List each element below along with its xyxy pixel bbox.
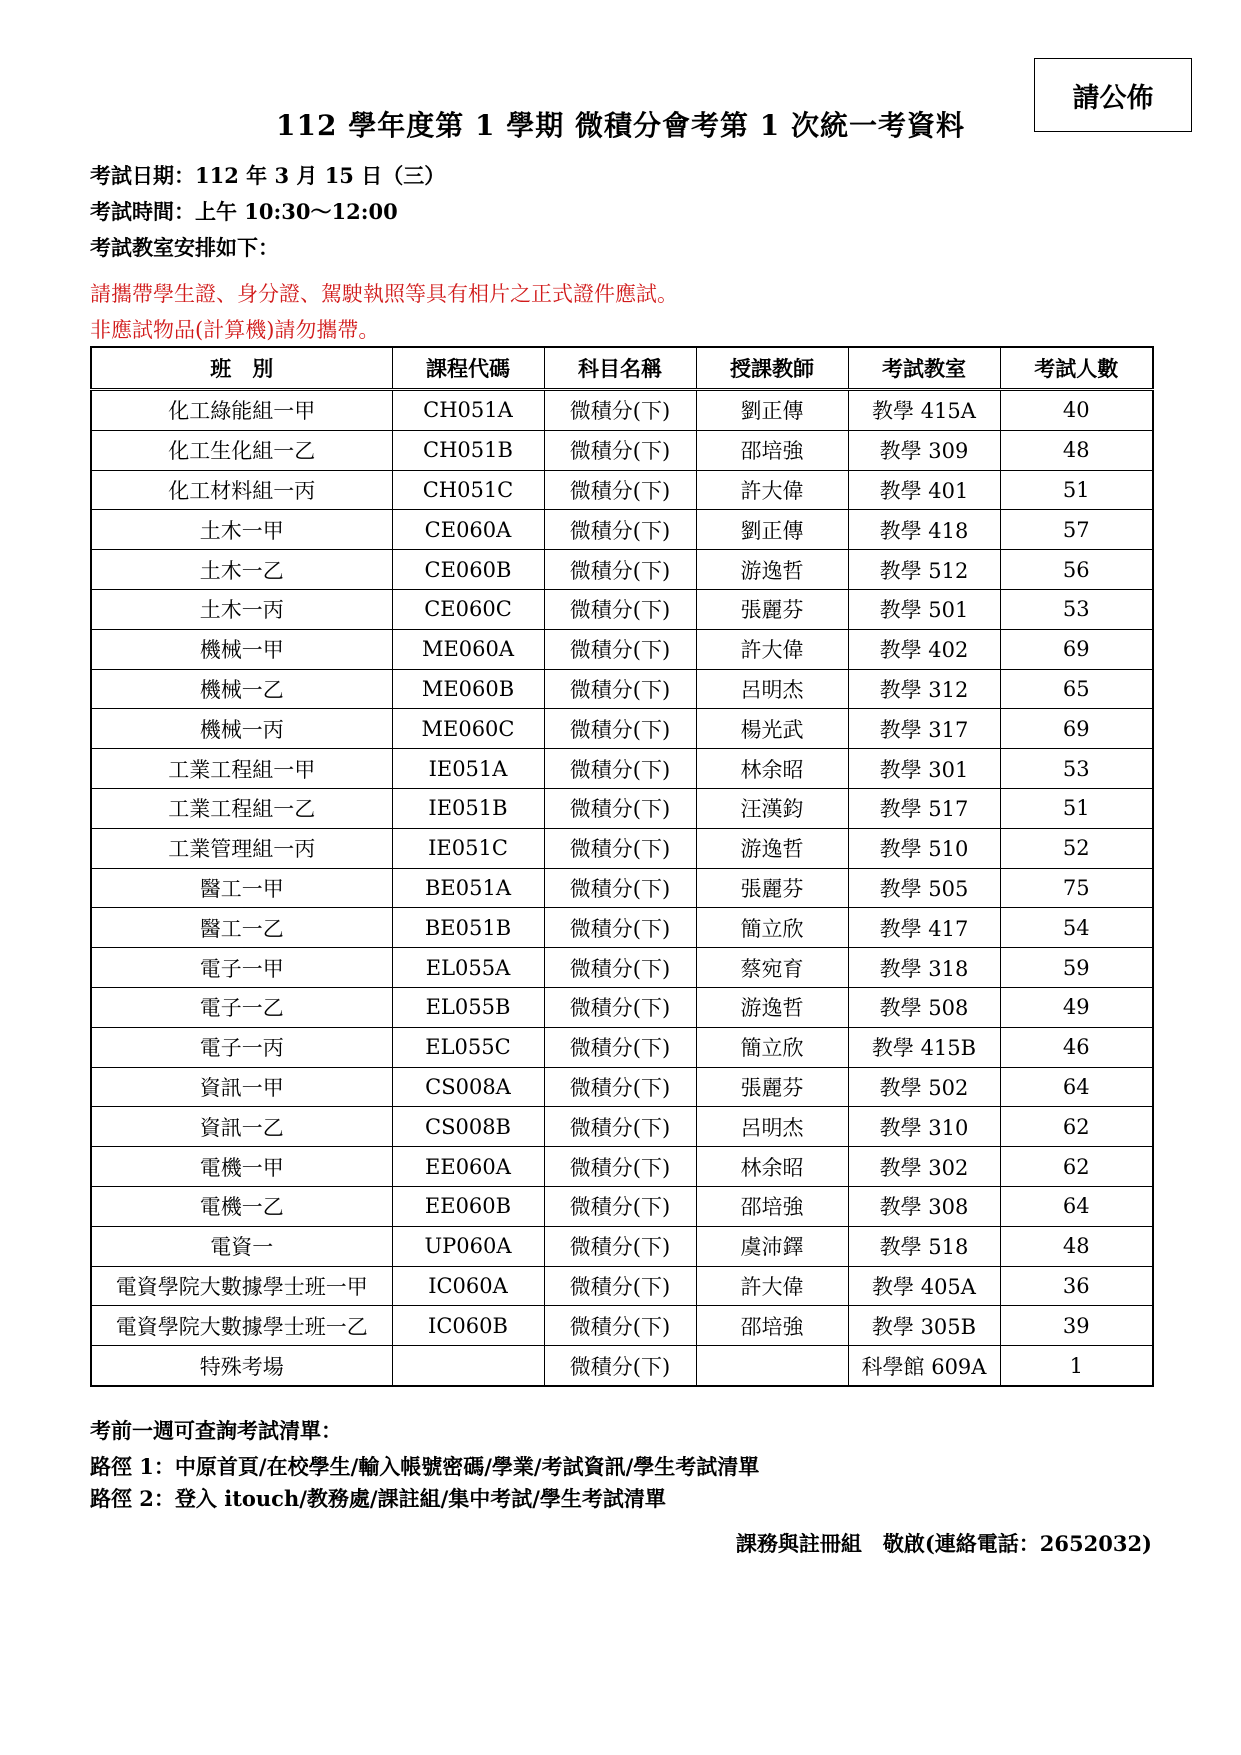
cell-course-code	[392, 1346, 544, 1386]
cell-teacher: 邵培強	[696, 1186, 848, 1226]
cell-count: 65	[1000, 669, 1153, 709]
table-row	[91, 987, 1153, 1027]
cell-subject: 微積分(下)	[544, 1346, 696, 1386]
cell-teacher: 劉正傳	[696, 390, 848, 431]
footer-intro: 考前一週可查詢考試清單：	[90, 1418, 342, 1443]
cell-class: 工業工程組一乙	[91, 788, 392, 828]
cell-count: 53	[1000, 589, 1153, 629]
cell-teacher: 林余昭	[696, 749, 848, 789]
table-row	[91, 1226, 1153, 1266]
table-row	[91, 1266, 1153, 1306]
table-row	[91, 1346, 1153, 1386]
cell-subject: 微積分(下)	[544, 629, 696, 669]
cell-course-code: EE060B	[392, 1186, 544, 1226]
cell-subject: 微積分(下)	[544, 1147, 696, 1187]
cell-course-code: CS008A	[392, 1067, 544, 1107]
cell-course-code: UP060A	[392, 1226, 544, 1266]
cell-count: 52	[1000, 828, 1153, 868]
cell-course-code: EL055A	[392, 948, 544, 988]
cell-teacher: 蔡宛育	[696, 948, 848, 988]
cell-class: 電資一	[91, 1226, 392, 1266]
cell-count: 39	[1000, 1306, 1153, 1346]
cell-course-code: IC060A	[392, 1266, 544, 1306]
cell-class: 電資學院大數據學士班一甲	[91, 1266, 392, 1306]
cell-teacher: 許大偉	[696, 629, 848, 669]
table-row	[91, 749, 1153, 789]
cell-count: 48	[1000, 1226, 1153, 1266]
cell-teacher: 呂明杰	[696, 669, 848, 709]
cell-teacher: 游逸哲	[696, 550, 848, 590]
cell-course-code: IE051A	[392, 749, 544, 789]
cell-count: 57	[1000, 510, 1153, 550]
cell-course-code: CE060A	[392, 510, 544, 550]
cell-subject: 微積分(下)	[544, 1067, 696, 1107]
cell-subject: 微積分(下)	[544, 868, 696, 908]
cell-subject: 微積分(下)	[544, 1027, 696, 1067]
cell-teacher: 張麗芬	[696, 1067, 848, 1107]
cell-course-code: CH051C	[392, 470, 544, 510]
table-row	[91, 1027, 1153, 1067]
cell-course-code: EE060A	[392, 1147, 544, 1187]
cell-count: 69	[1000, 709, 1153, 749]
cell-course-code: IE051B	[392, 788, 544, 828]
cell-teacher: 游逸哲	[696, 987, 848, 1027]
cell-class: 電機一乙	[91, 1186, 392, 1226]
exam-schedule-table	[90, 346, 1154, 1387]
cell-subject: 微積分(下)	[544, 470, 696, 510]
table-row	[91, 589, 1153, 629]
cell-subject: 微積分(下)	[544, 948, 696, 988]
cell-teacher	[696, 1346, 848, 1386]
cell-class: 特殊考場	[91, 1346, 392, 1386]
cell-teacher: 許大偉	[696, 470, 848, 510]
table-row	[91, 788, 1153, 828]
cell-room: 教學 501	[848, 589, 1000, 629]
cell-class: 電資學院大數據學士班一乙	[91, 1306, 392, 1346]
cell-subject: 微積分(下)	[544, 430, 696, 470]
cell-subject: 微積分(下)	[544, 510, 696, 550]
cell-course-code: CS008B	[392, 1107, 544, 1147]
footer-path-2: 路徑 2：登入 itouch/教務處/課註組/集中考試/學生考試清單	[90, 1486, 666, 1511]
cell-room: 教學 401	[848, 470, 1000, 510]
room-arrangement-label: 考試教室安排如下：	[90, 235, 279, 260]
table-row	[91, 669, 1153, 709]
cell-class: 電子一丙	[91, 1027, 392, 1067]
cell-count: 64	[1000, 1186, 1153, 1226]
cell-room: 教學 302	[848, 1147, 1000, 1187]
cell-subject: 微積分(下)	[544, 828, 696, 868]
table-row	[91, 1147, 1153, 1187]
cell-class: 土木一乙	[91, 550, 392, 590]
exam-time: 考試時間：上午 10:30～12:00	[90, 199, 398, 224]
cell-class: 土木一甲	[91, 510, 392, 550]
cell-class: 化工綠能組一甲	[91, 390, 392, 431]
header-subject: 科目名稱	[544, 347, 696, 390]
table-row	[91, 1067, 1153, 1107]
cell-course-code: ME060A	[392, 629, 544, 669]
cell-class: 工業工程組一甲	[91, 749, 392, 789]
cell-teacher: 虞沛鐸	[696, 1226, 848, 1266]
cell-room: 教學 417	[848, 908, 1000, 948]
table-row	[91, 390, 1153, 431]
header-room: 考試教室	[848, 347, 1000, 390]
cell-subject: 微積分(下)	[544, 1107, 696, 1147]
cell-teacher: 汪漢鈞	[696, 788, 848, 828]
cell-count: 1	[1000, 1346, 1153, 1386]
table-row	[91, 828, 1153, 868]
header-count: 考試人數	[1000, 347, 1153, 390]
cell-course-code: ME060C	[392, 709, 544, 749]
cell-course-code: CH051A	[392, 390, 544, 431]
cell-course-code: CE060B	[392, 550, 544, 590]
cell-subject: 微積分(下)	[544, 589, 696, 629]
table-row	[91, 629, 1153, 669]
cell-subject: 微積分(下)	[544, 1186, 696, 1226]
cell-room: 教學 318	[848, 948, 1000, 988]
cell-class: 機械一乙	[91, 669, 392, 709]
cell-teacher: 呂明杰	[696, 1107, 848, 1147]
table-row	[91, 1306, 1153, 1346]
cell-course-code: BE051B	[392, 908, 544, 948]
cell-course-code: IC060B	[392, 1306, 544, 1346]
cell-course-code: EL055B	[392, 987, 544, 1027]
cell-count: 56	[1000, 550, 1153, 590]
cell-count: 62	[1000, 1147, 1153, 1187]
cell-room: 教學 518	[848, 1226, 1000, 1266]
cell-count: 46	[1000, 1027, 1153, 1067]
cell-subject: 微積分(下)	[544, 390, 696, 431]
table-header-row	[91, 347, 1153, 390]
cell-class: 電機一甲	[91, 1147, 392, 1187]
cell-room: 科學館 609A	[848, 1346, 1000, 1386]
id-notice: 請攜帶學生證、身分證、駕駛執照等具有相片之正式證件應試。	[90, 282, 678, 306]
page-title: 112 學年度第 1 學期 微積分會考第 1 次統一考資料	[276, 109, 965, 142]
cell-teacher: 邵培強	[696, 430, 848, 470]
cell-teacher: 林余昭	[696, 1147, 848, 1187]
cell-course-code: BE051A	[392, 868, 544, 908]
cell-teacher: 張麗芬	[696, 589, 848, 629]
header-class: 班 別	[91, 347, 392, 390]
cell-class: 醫工一乙	[91, 908, 392, 948]
cell-class: 醫工一甲	[91, 868, 392, 908]
cell-teacher: 簡立欣	[696, 908, 848, 948]
cell-class: 電子一乙	[91, 987, 392, 1027]
cell-class: 化工材料組一丙	[91, 470, 392, 510]
cell-subject: 微積分(下)	[544, 1266, 696, 1306]
table-row	[91, 1186, 1153, 1226]
footer-signature: 課務與註冊組 敬啟(連絡電話：2652032)	[735, 1531, 1152, 1556]
cell-room: 教學 508	[848, 987, 1000, 1027]
exam-date: 考試日期：112 年 3 月 15 日（三）	[90, 163, 446, 188]
footer-path-1: 路徑 1：中原首頁/在校學生/輸入帳號密碼/學業/考試資訊/學生考試清單	[90, 1454, 760, 1479]
cell-course-code: EL055C	[392, 1027, 544, 1067]
cell-course-code: CE060C	[392, 589, 544, 629]
cell-subject: 微積分(下)	[544, 788, 696, 828]
cell-class: 工業管理組一丙	[91, 828, 392, 868]
table-row	[91, 868, 1153, 908]
cell-subject: 微積分(下)	[544, 1306, 696, 1346]
header-teacher: 授課教師	[696, 347, 848, 390]
cell-course-code: CH051B	[392, 430, 544, 470]
cell-teacher: 游逸哲	[696, 828, 848, 868]
publish-badge: 請公佈	[1034, 58, 1192, 132]
cell-subject: 微積分(下)	[544, 669, 696, 709]
cell-subject: 微積分(下)	[544, 709, 696, 749]
cell-class: 機械一丙	[91, 709, 392, 749]
cell-room: 教學 505	[848, 868, 1000, 908]
cell-room: 教學 415B	[848, 1027, 1000, 1067]
cell-teacher: 劉正傳	[696, 510, 848, 550]
cell-count: 62	[1000, 1107, 1153, 1147]
cell-class: 土木一丙	[91, 589, 392, 629]
cell-count: 59	[1000, 948, 1153, 988]
cell-room: 教學 305B	[848, 1306, 1000, 1346]
cell-count: 48	[1000, 430, 1153, 470]
cell-room: 教學 502	[848, 1067, 1000, 1107]
table-row	[91, 430, 1153, 470]
cell-room: 教學 405A	[848, 1266, 1000, 1306]
table-row	[91, 1107, 1153, 1147]
table-row	[91, 948, 1153, 988]
cell-teacher: 張麗芬	[696, 868, 848, 908]
cell-count: 64	[1000, 1067, 1153, 1107]
cell-count: 53	[1000, 749, 1153, 789]
cell-count: 54	[1000, 908, 1153, 948]
table-row	[91, 510, 1153, 550]
cell-count: 69	[1000, 629, 1153, 669]
table-row	[91, 908, 1153, 948]
cell-teacher: 楊光武	[696, 709, 848, 749]
cell-count: 36	[1000, 1266, 1153, 1306]
cell-subject: 微積分(下)	[544, 749, 696, 789]
cell-room: 教學 310	[848, 1107, 1000, 1147]
cell-subject: 微積分(下)	[544, 550, 696, 590]
table-row	[91, 470, 1153, 510]
cell-room: 教學 415A	[848, 390, 1000, 431]
items-notice: 非應試物品(計算機)請勿攜帶。	[90, 318, 380, 342]
cell-teacher: 許大偉	[696, 1266, 848, 1306]
cell-subject: 微積分(下)	[544, 987, 696, 1027]
table-body	[91, 390, 1153, 1386]
cell-teacher: 簡立欣	[696, 1027, 848, 1067]
table-row	[91, 709, 1153, 749]
cell-room: 教學 517	[848, 788, 1000, 828]
cell-count: 40	[1000, 390, 1153, 431]
cell-room: 教學 402	[848, 629, 1000, 669]
cell-class: 資訊一甲	[91, 1067, 392, 1107]
cell-class: 電子一甲	[91, 948, 392, 988]
cell-count: 49	[1000, 987, 1153, 1027]
table-row	[91, 550, 1153, 590]
cell-room: 教學 312	[848, 669, 1000, 709]
header-course-code: 課程代碼	[392, 347, 544, 390]
cell-count: 51	[1000, 788, 1153, 828]
cell-count: 75	[1000, 868, 1153, 908]
cell-room: 教學 418	[848, 510, 1000, 550]
cell-course-code: ME060B	[392, 669, 544, 709]
cell-room: 教學 512	[848, 550, 1000, 590]
cell-room: 教學 317	[848, 709, 1000, 749]
cell-room: 教學 308	[848, 1186, 1000, 1226]
cell-class: 化工生化組一乙	[91, 430, 392, 470]
cell-course-code: IE051C	[392, 828, 544, 868]
cell-teacher: 邵培強	[696, 1306, 848, 1346]
cell-subject: 微積分(下)	[544, 908, 696, 948]
cell-room: 教學 309	[848, 430, 1000, 470]
cell-count: 51	[1000, 470, 1153, 510]
cell-class: 資訊一乙	[91, 1107, 392, 1147]
cell-room: 教學 301	[848, 749, 1000, 789]
cell-room: 教學 510	[848, 828, 1000, 868]
cell-subject: 微積分(下)	[544, 1226, 696, 1266]
cell-class: 機械一甲	[91, 629, 392, 669]
